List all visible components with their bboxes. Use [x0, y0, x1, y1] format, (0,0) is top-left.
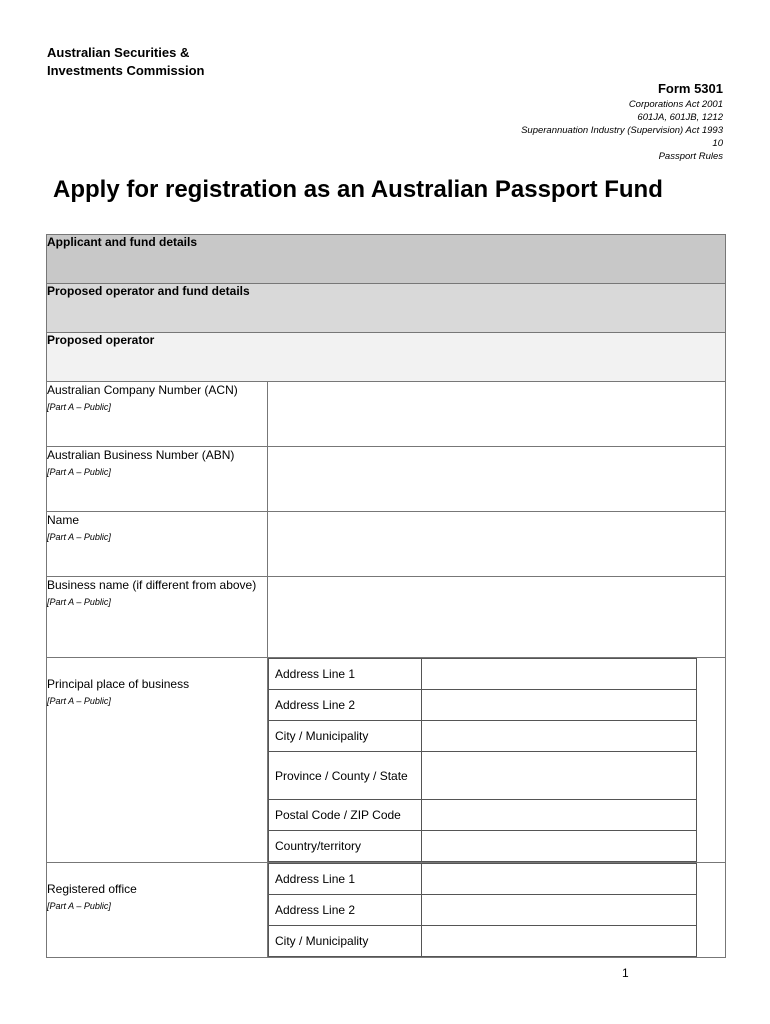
principal-place-label: Principal place of business: [47, 677, 190, 691]
principal-place-label-cell: [47, 658, 268, 863]
form-row-abn: [47, 447, 726, 512]
section-header-row: [47, 235, 726, 284]
section-header-row: [47, 333, 726, 382]
address-row: [269, 690, 726, 721]
address-spacer: [697, 864, 726, 957]
abn-input[interactable]: [268, 447, 726, 512]
legislation-ref-3: Superannuation Industry (Supervision) Act 1993: [521, 125, 723, 136]
state-label: Province / County / State: [269, 752, 422, 800]
legislation-ref-1: Corporations Act 2001: [628, 99, 723, 110]
form-row-name: [47, 512, 726, 577]
organisation-name: [47, 44, 205, 80]
legislation-ref-5: Passport Rules: [658, 151, 723, 162]
part-a-public-note: [Part A – Public]: [47, 901, 111, 911]
abn-label: Australian Business Number (ABN): [47, 448, 235, 462]
page-number: 1: [622, 966, 629, 980]
address-line-1-label: Address Line 1: [269, 659, 422, 690]
address-line-2-label: Address Line 2: [269, 895, 422, 926]
principal-address-line-1-input[interactable]: [422, 659, 697, 690]
section-header-row: [47, 284, 726, 333]
principal-postal-code-input[interactable]: [422, 800, 697, 831]
organisation-line-1: Australian Securities &: [47, 45, 190, 60]
legislation-ref-4: 10: [712, 138, 723, 149]
organisation-line-2: Investments Commission: [47, 63, 205, 78]
form-row-principal-place-of-business: [47, 658, 726, 863]
form-row-acn: [47, 382, 726, 447]
registered-address-line-2-input[interactable]: [422, 895, 697, 926]
registered-address-table: [268, 863, 725, 957]
section-proposed-operator-and-fund-details: Proposed operator and fund details: [47, 284, 726, 333]
city-label: City / Municipality: [269, 926, 422, 957]
registered-office-address-cell: [268, 863, 726, 958]
name-label-cell: [47, 512, 268, 577]
principal-address-line-2-input[interactable]: [422, 690, 697, 721]
part-a-public-note: [Part A – Public]: [47, 467, 111, 477]
form-reference-block: [521, 80, 723, 163]
address-row: [269, 864, 726, 895]
address-row: [269, 895, 726, 926]
acn-input[interactable]: [268, 382, 726, 447]
business-name-input[interactable]: [268, 577, 726, 658]
principal-place-address-cell: [268, 658, 726, 863]
part-a-public-note: [Part A – Public]: [47, 696, 111, 706]
address-row: [269, 721, 726, 752]
page-title: Apply for registration as an Australian Passport Fund: [53, 176, 663, 203]
registered-city-input[interactable]: [422, 926, 697, 957]
form-number: Form 5301: [657, 81, 723, 96]
name-input[interactable]: [268, 512, 726, 577]
address-line-1-label: Address Line 1: [269, 864, 422, 895]
principal-country-input[interactable]: [422, 831, 697, 862]
address-row: [269, 800, 726, 831]
acn-label: Australian Company Number (ACN): [47, 383, 238, 397]
part-a-public-note: [Part A – Public]: [47, 597, 111, 607]
form-row-business-name: [47, 577, 726, 658]
registered-office-label-cell: [47, 863, 268, 958]
address-row: [269, 831, 726, 862]
registered-office-label: Registered office: [47, 882, 137, 896]
address-line-2-label: Address Line 2: [269, 690, 422, 721]
application-form-table: [46, 234, 726, 958]
principal-address-table: [268, 658, 725, 862]
section-applicant-and-fund-details: Applicant and fund details: [47, 235, 726, 284]
acn-label-cell: [47, 382, 268, 447]
city-label: City / Municipality: [269, 721, 422, 752]
business-name-label-cell: [47, 577, 268, 658]
section-proposed-operator: Proposed operator: [47, 333, 726, 382]
country-label: Country/territory: [269, 831, 422, 862]
part-a-public-note: [Part A – Public]: [47, 402, 111, 412]
legislation-ref-2: 601JA, 601JB, 1212: [637, 112, 723, 123]
principal-state-input[interactable]: [422, 752, 697, 800]
abn-label-cell: [47, 447, 268, 512]
address-spacer: [697, 659, 726, 862]
address-row: [269, 659, 726, 690]
postal-code-label: Postal Code / ZIP Code: [269, 800, 422, 831]
part-a-public-note: [Part A – Public]: [47, 532, 111, 542]
form-row-registered-office: [47, 863, 726, 958]
business-name-label: Business name (if different from above): [47, 578, 257, 592]
registered-address-line-1-input[interactable]: [422, 864, 697, 895]
address-row: [269, 752, 726, 800]
name-label: Name: [47, 513, 80, 527]
principal-city-input[interactable]: [422, 721, 697, 752]
address-row: [269, 926, 726, 957]
